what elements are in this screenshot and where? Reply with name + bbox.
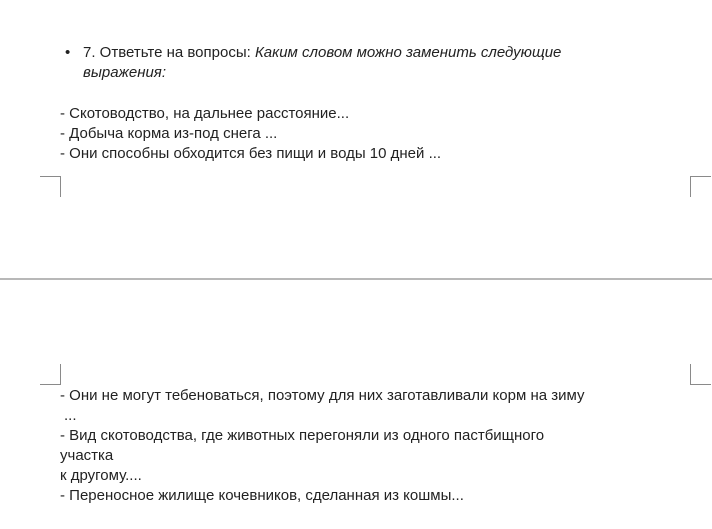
list-item: - Они способны обходится без пищи и воды 10 дней ... — [60, 145, 442, 162]
list-item: - Они не могут тебеноваться, поэтому для них заготавливали корм на зиму — [60, 387, 585, 404]
crop-mark-top-left — [40, 176, 61, 197]
question-heading — [83, 43, 561, 63]
list-item-continuation: ... — [64, 407, 77, 424]
list-item: - Добыча корма из-под снега ... — [60, 125, 278, 142]
list-item: - Переносное жилище кочевников, сделанная из кошмы... — [60, 487, 464, 504]
question-italic-line-1: Каким словом можно заменить следующие — [254, 44, 562, 61]
list-item-continuation: участка — [60, 447, 114, 464]
list-item: - Вид скотоводства, где животных перегоняли из одного пастбищного — [60, 427, 545, 444]
list-item: - Скотоводство, на дальнее расстояние... — [60, 105, 350, 122]
question-italic-line-2: выражения: — [83, 64, 166, 81]
question-prompt: 7. Ответьте на вопросы: — [83, 44, 255, 61]
crop-mark-top-right — [690, 176, 711, 197]
crop-mark-bottom-left — [40, 364, 61, 385]
crop-mark-bottom-right — [690, 364, 711, 385]
list-item-continuation: к другому.... — [60, 467, 142, 484]
list-bullet: • — [65, 44, 71, 61]
